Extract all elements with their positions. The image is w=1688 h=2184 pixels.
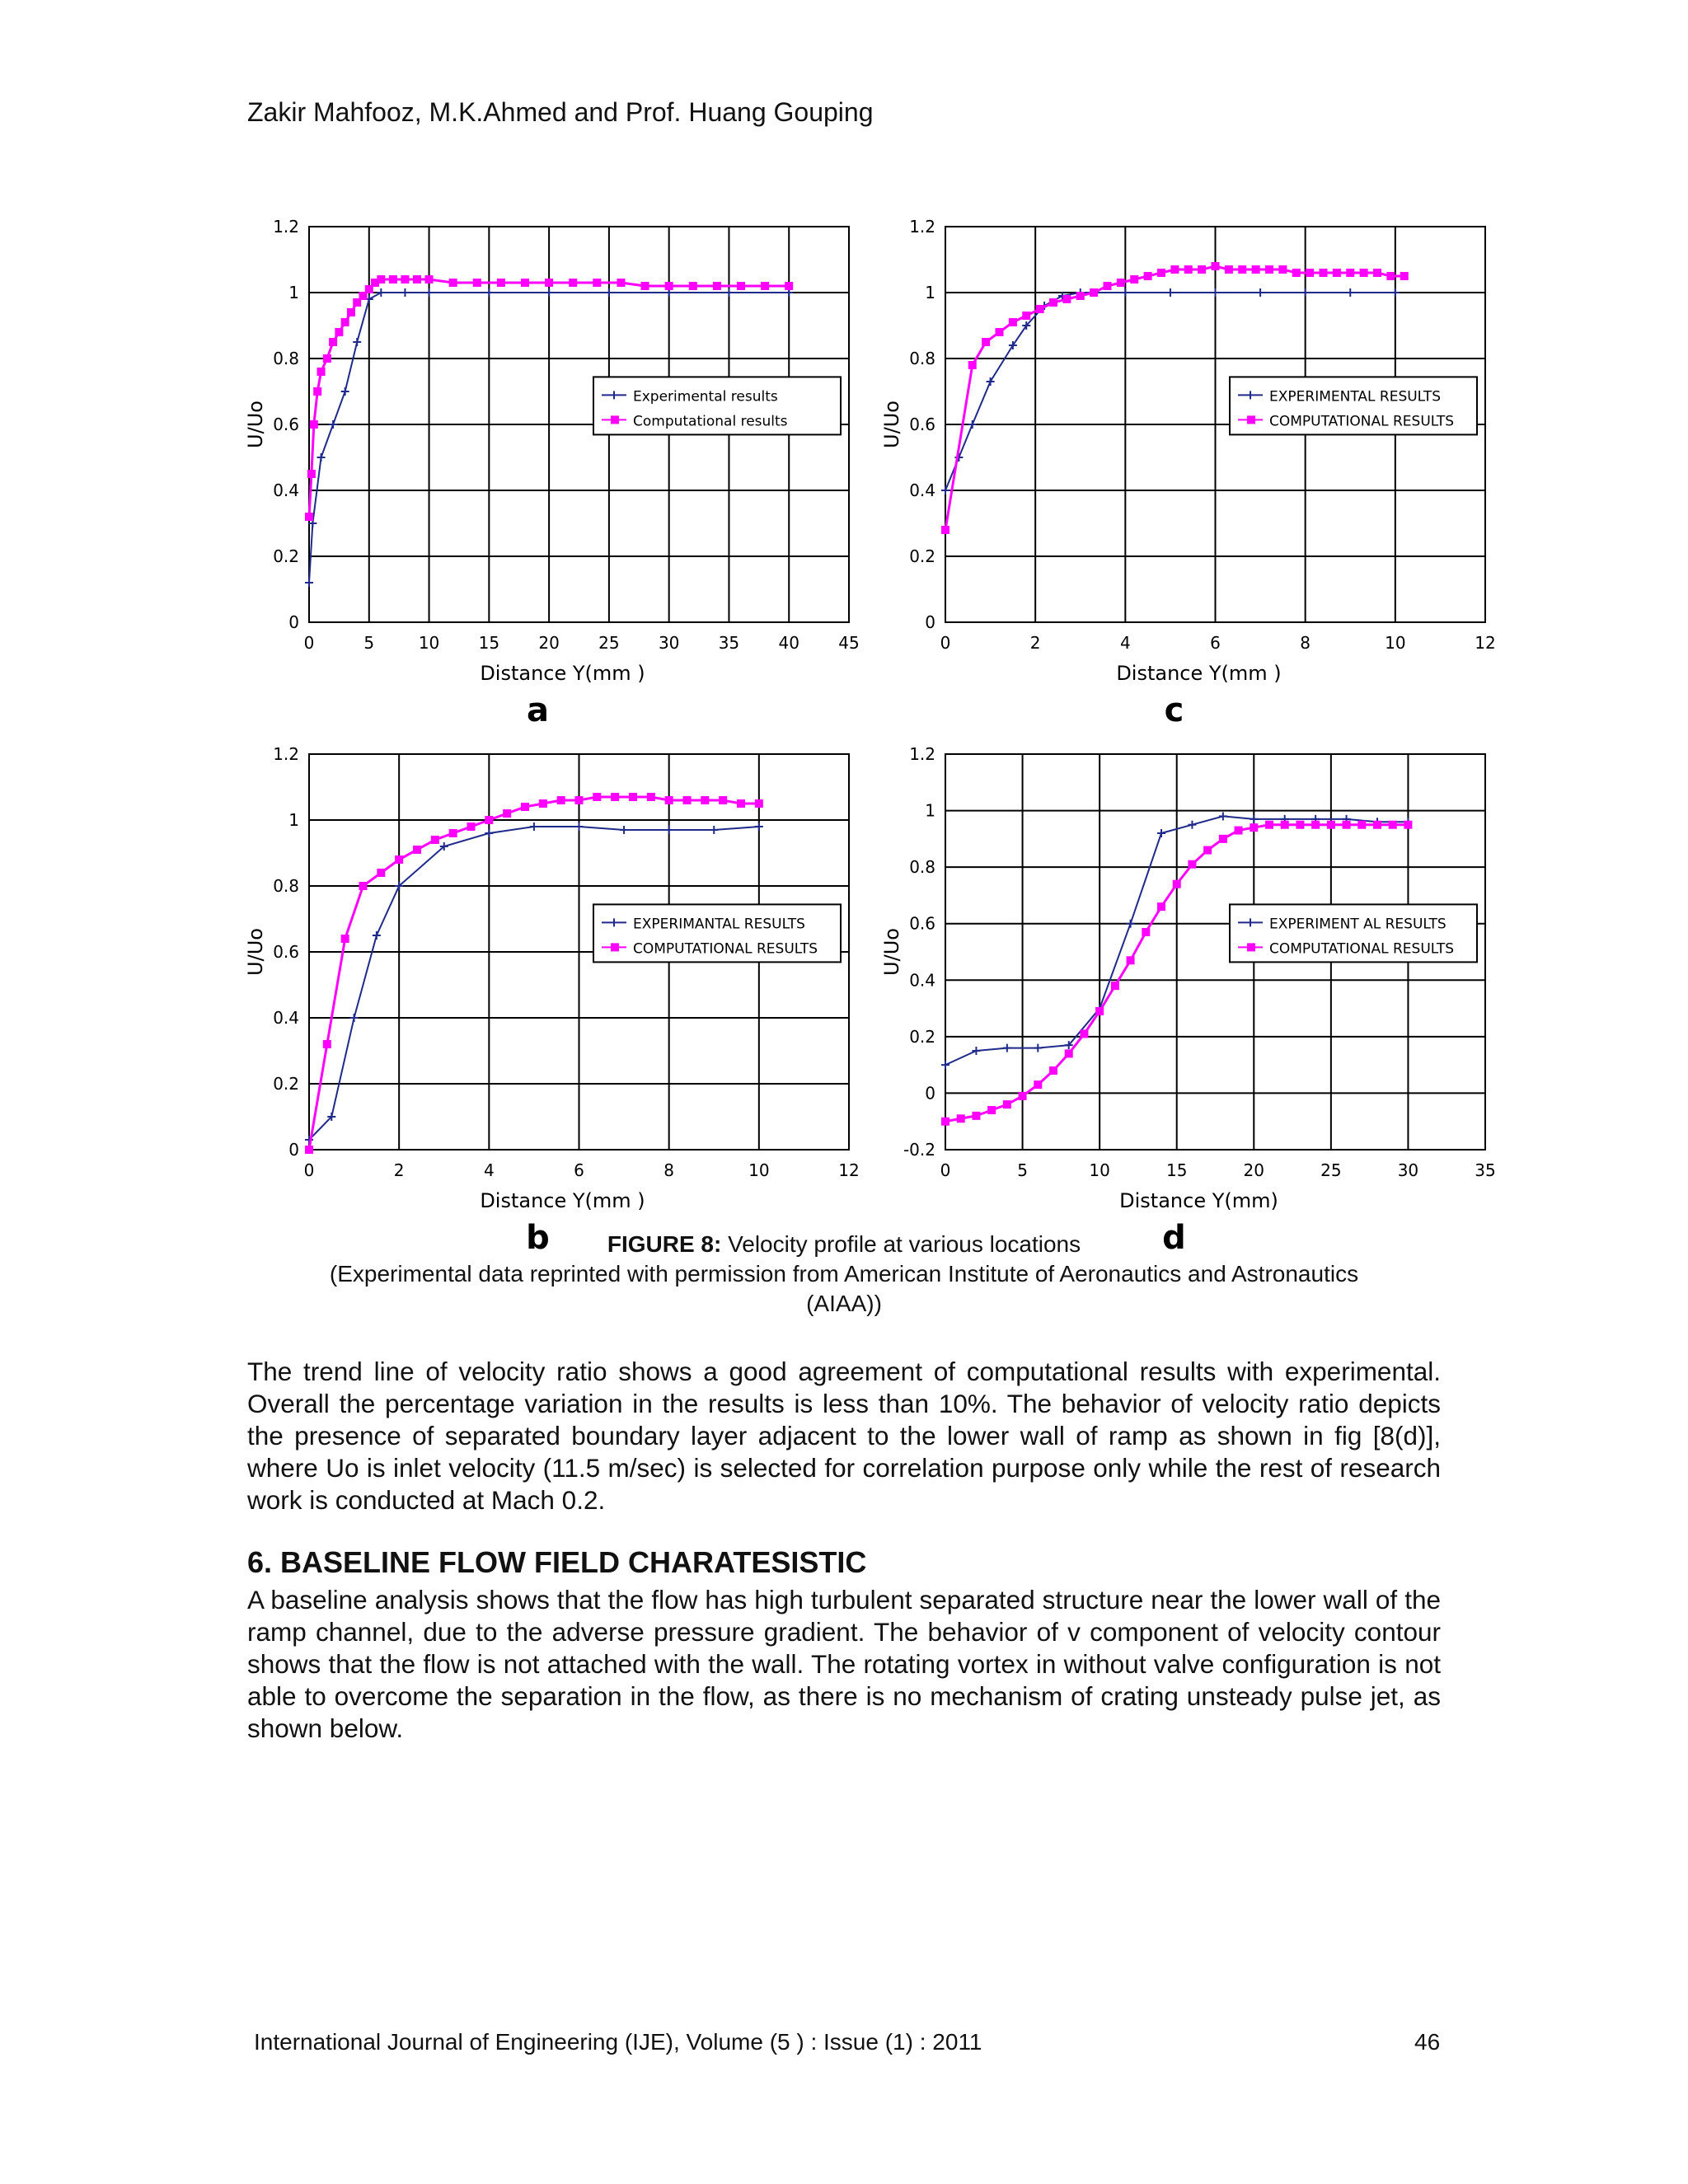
x-tick-label: 2 xyxy=(393,1160,405,1180)
data-point xyxy=(1386,272,1395,280)
y-tick-label: -0.2 xyxy=(903,1140,935,1160)
section-paragraph: A baseline analysis shows that the flow has high turbulent separated structure near the lower wall of the ramp channel, due to the adverse pressure gradient. The behavior of v component of velocity contour shows that the flow is not attached with the wall. The rotating vortex in without valve configuration is not able to overcome the separation in the flow, as there is no mechanism of crating unsteady pulse jet, as shown below. xyxy=(247,1585,1441,1743)
x-tick-label: 45 xyxy=(838,633,860,653)
data-point xyxy=(449,829,457,837)
x-tick-label: 2 xyxy=(1029,633,1041,653)
data-point xyxy=(1373,821,1381,829)
data-point xyxy=(1076,292,1085,300)
data-point xyxy=(545,279,553,287)
data-point xyxy=(341,318,349,326)
x-tick-label: 0 xyxy=(940,633,951,653)
y-tick-label: 0 xyxy=(288,612,299,632)
data-point xyxy=(689,282,697,290)
data-point xyxy=(413,846,421,854)
x-tick-label: 20 xyxy=(538,633,560,653)
data-point xyxy=(1144,272,1152,280)
data-point xyxy=(1389,821,1397,829)
legend-label: COMPUTATIONAL RESULTS xyxy=(1269,413,1455,430)
data-point xyxy=(665,282,673,290)
x-tick-label: 5 xyxy=(1017,1160,1028,1180)
x-tick-label: 6 xyxy=(1210,633,1221,653)
y-tick-label: 0.6 xyxy=(909,913,935,934)
x-tick-label: 4 xyxy=(483,1160,495,1180)
data-point xyxy=(785,282,793,290)
data-point xyxy=(1265,821,1273,829)
data-point xyxy=(1327,821,1335,829)
data-point xyxy=(665,796,673,804)
data-point xyxy=(1034,1080,1042,1089)
x-tick-label: 30 xyxy=(658,633,680,653)
caption-note-line1: (Experimental data reprinted with permission from American Institute of Aeronautics and Astronautics xyxy=(329,1261,1359,1286)
y-tick-label: 0.4 xyxy=(273,1008,299,1028)
y-tick-label: 0.8 xyxy=(273,349,299,368)
data-point xyxy=(641,282,649,290)
data-point xyxy=(1019,1092,1027,1100)
data-point xyxy=(1184,265,1193,274)
x-tick-label: 8 xyxy=(663,1160,675,1180)
section-heading: 6. BASELINE FLOW FIELD CHARATESISTIC xyxy=(247,1545,867,1579)
x-tick-label: 10 xyxy=(1089,1160,1110,1180)
data-point xyxy=(395,855,403,864)
legend xyxy=(1230,377,1477,434)
data-point xyxy=(1203,846,1212,855)
x-tick-label: 25 xyxy=(598,633,620,653)
panel-label: b xyxy=(526,1219,550,1257)
y-tick-label: 0.8 xyxy=(273,876,299,896)
data-point xyxy=(467,823,476,831)
legend-label: COMPUTATIONAL RESULTS xyxy=(1269,940,1455,958)
data-point xyxy=(1400,272,1409,280)
legend-marker xyxy=(1247,943,1255,951)
data-point xyxy=(323,1040,331,1048)
data-point xyxy=(593,793,601,801)
y-tick-label: 1 xyxy=(288,283,299,302)
data-point xyxy=(401,275,409,284)
data-point xyxy=(539,799,547,808)
x-tick-label: 0 xyxy=(303,1160,315,1180)
y-tick-label: 0.2 xyxy=(909,546,935,566)
panel-label: d xyxy=(1162,1219,1186,1257)
data-point xyxy=(647,793,655,801)
x-tick-label: 35 xyxy=(1475,1160,1496,1180)
data-point xyxy=(1009,318,1017,326)
panel-label: a xyxy=(527,691,549,729)
chart-a xyxy=(239,218,865,733)
legend-label: COMPUTATIONAL RESULTS xyxy=(633,940,818,958)
x-tick-label: 30 xyxy=(1397,1160,1419,1180)
data-point xyxy=(1111,982,1119,990)
data-point xyxy=(987,1106,996,1114)
data-point xyxy=(310,420,318,429)
data-point xyxy=(1346,269,1354,277)
data-point xyxy=(1250,823,1258,832)
x-axis-label: Distance Y(mm ) xyxy=(480,662,645,685)
data-point xyxy=(1212,262,1220,270)
y-axis-label: U/Uo xyxy=(880,928,903,976)
y-axis-label: U/Uo xyxy=(880,401,903,448)
data-point xyxy=(1360,269,1368,277)
legend-label: Computational results xyxy=(633,413,788,430)
legend xyxy=(593,377,841,434)
data-point xyxy=(557,796,565,804)
x-tick-label: 8 xyxy=(1300,633,1311,653)
data-point xyxy=(347,308,355,316)
y-tick-label: 1 xyxy=(925,283,935,302)
paragraph-1: The trend line of velocity ratio shows a good agreement of computational results with experimental. Overall the percentage variation in the results is less than 10%. The behavior of velocity ratio depicts the presence of separated boundary layer adjacent to the lower wall of ramp as shown in fig [8(d)], where Uo is inlet velocity (11.5 m/sec) is selected for correlation purpose only while the rest of research work is conducted at Mach 0.2. xyxy=(247,1357,1441,1515)
legend-marker xyxy=(611,943,619,951)
legend-marker xyxy=(1247,415,1255,424)
data-point xyxy=(485,816,493,824)
data-point xyxy=(701,796,709,804)
data-point xyxy=(521,803,529,811)
x-tick-label: 15 xyxy=(478,633,500,653)
data-point xyxy=(1252,265,1260,274)
x-tick-label: 0 xyxy=(303,633,315,653)
data-point xyxy=(1065,1049,1073,1057)
data-point xyxy=(341,935,349,943)
data-point xyxy=(389,275,397,284)
chart-b xyxy=(239,746,865,1261)
x-tick-label: 0 xyxy=(940,1160,951,1180)
page-number: 46 xyxy=(1414,2029,1441,2055)
data-point xyxy=(719,796,727,804)
y-tick-label: 1 xyxy=(925,800,935,821)
data-point xyxy=(1281,821,1289,829)
y-tick-label: 0.2 xyxy=(273,1074,299,1094)
data-point xyxy=(1357,821,1366,829)
y-tick-label: 0.8 xyxy=(909,349,935,368)
x-tick-label: 25 xyxy=(1320,1160,1342,1180)
data-point xyxy=(737,282,745,290)
chart-svg-a xyxy=(239,218,865,729)
x-tick-label: 40 xyxy=(778,633,799,653)
data-point xyxy=(377,869,385,877)
data-point xyxy=(941,526,950,534)
y-axis-label: U/Uo xyxy=(244,928,267,976)
data-point xyxy=(1127,956,1135,964)
data-point xyxy=(968,361,977,369)
data-point xyxy=(761,282,769,290)
y-tick-label: 0.4 xyxy=(909,480,935,500)
data-point xyxy=(737,799,745,808)
data-point xyxy=(1235,827,1243,835)
data-point xyxy=(1173,880,1181,888)
data-point xyxy=(1049,1066,1057,1075)
x-tick-label: 12 xyxy=(838,1160,860,1180)
data-point xyxy=(307,470,316,478)
data-point xyxy=(1003,1100,1011,1108)
y-tick-label: 0.2 xyxy=(273,546,299,566)
x-tick-label: 35 xyxy=(718,633,740,653)
data-point xyxy=(1036,305,1044,313)
data-point xyxy=(413,275,421,284)
y-tick-label: 0 xyxy=(925,1083,935,1104)
footer-journal: International Journal of Engineering (IJE), Volume (5 ) : Issue (1) : 2011 xyxy=(254,2029,982,2055)
y-tick-label: 0.8 xyxy=(909,857,935,878)
data-point xyxy=(1333,269,1341,277)
data-point xyxy=(1104,282,1112,290)
y-tick-label: 0.6 xyxy=(273,942,299,962)
data-point xyxy=(431,836,439,844)
chart-svg-b xyxy=(239,746,865,1257)
data-point xyxy=(473,279,481,287)
y-tick-label: 1.2 xyxy=(909,217,935,237)
data-point xyxy=(359,882,368,890)
chart-svg-c xyxy=(875,218,1502,729)
chart-d xyxy=(875,746,1502,1261)
data-point xyxy=(569,279,577,287)
data-point xyxy=(313,387,321,396)
data-point xyxy=(1157,269,1165,277)
y-tick-label: 0.6 xyxy=(909,415,935,434)
data-point xyxy=(617,279,625,287)
legend-label: EXPERIMENTAL RESULTS xyxy=(1269,388,1441,405)
x-tick-label: 12 xyxy=(1475,633,1496,653)
y-tick-label: 0.4 xyxy=(273,480,299,500)
y-axis-label: U/Uo xyxy=(244,401,267,448)
data-point xyxy=(377,275,385,284)
y-tick-label: 1.2 xyxy=(273,217,299,237)
legend xyxy=(1230,904,1477,962)
data-point xyxy=(1080,1029,1088,1038)
data-point xyxy=(323,354,331,363)
data-point xyxy=(1343,821,1351,829)
legend xyxy=(593,904,841,962)
data-point xyxy=(1219,835,1227,843)
data-point xyxy=(1022,312,1030,320)
y-tick-label: 0 xyxy=(288,1140,299,1160)
data-point xyxy=(1062,295,1071,303)
x-tick-label: 15 xyxy=(1165,1160,1188,1180)
data-point xyxy=(1306,269,1314,277)
data-point xyxy=(972,1112,980,1120)
x-tick-label: 4 xyxy=(1119,633,1131,653)
x-tick-label: 20 xyxy=(1243,1160,1265,1180)
x-axis-label: Distance Y(mm ) xyxy=(1116,662,1282,685)
data-point xyxy=(1198,265,1206,274)
legend-label: EXPERIMANTAL RESULTS xyxy=(633,916,805,933)
x-tick-label: 10 xyxy=(748,1160,770,1180)
data-point xyxy=(1225,265,1233,274)
y-tick-label: 0 xyxy=(925,612,935,632)
x-tick-label: 6 xyxy=(574,1160,584,1180)
data-point xyxy=(317,368,326,376)
chart-svg-d xyxy=(875,746,1502,1257)
data-point xyxy=(1320,269,1328,277)
data-point xyxy=(1142,928,1150,936)
running-header: Zakir Mahfooz, M.K.Ahmed and Prof. Huang Gouping xyxy=(247,97,874,127)
data-point xyxy=(335,328,343,336)
caption-label: FIGURE 8: xyxy=(607,1231,722,1257)
caption-text: Velocity profile at various locations xyxy=(721,1231,1081,1257)
data-point xyxy=(521,279,529,287)
data-point xyxy=(1238,265,1246,274)
panel-label: c xyxy=(1164,691,1184,729)
figure-caption xyxy=(247,1230,1441,1319)
data-point xyxy=(1292,269,1301,277)
data-point xyxy=(1296,821,1304,829)
data-point xyxy=(1311,821,1320,829)
data-point xyxy=(1095,1007,1104,1015)
data-point xyxy=(503,809,511,818)
data-point xyxy=(629,793,637,801)
data-point xyxy=(329,338,337,346)
data-point xyxy=(957,1114,965,1122)
data-point xyxy=(1157,902,1165,911)
data-point xyxy=(449,279,457,287)
data-point xyxy=(1090,288,1098,297)
y-tick-label: 1.2 xyxy=(273,744,299,764)
legend-label: EXPERIMENT AL RESULTS xyxy=(1269,916,1447,933)
x-axis-label: Distance Y(mm ) xyxy=(480,1189,645,1212)
y-tick-label: 1 xyxy=(288,810,299,830)
data-point xyxy=(683,796,692,804)
data-point xyxy=(941,1118,950,1126)
data-point xyxy=(1404,821,1412,829)
data-point xyxy=(305,1146,313,1154)
data-point xyxy=(305,513,313,521)
x-tick-label: 5 xyxy=(363,633,375,653)
data-point xyxy=(575,796,584,804)
data-point xyxy=(425,275,434,284)
y-tick-label: 0.2 xyxy=(909,1026,935,1047)
data-point xyxy=(713,282,721,290)
data-point xyxy=(611,793,619,801)
data-point xyxy=(1049,298,1057,307)
data-point xyxy=(1278,265,1287,274)
data-point xyxy=(1373,269,1381,277)
y-tick-label: 0.6 xyxy=(273,415,299,434)
data-point xyxy=(1188,860,1196,869)
legend-label: Experimental results xyxy=(633,388,778,405)
data-point xyxy=(996,328,1004,336)
legend-marker xyxy=(611,415,619,424)
data-point xyxy=(497,279,505,287)
x-axis-label: Distance Y(mm) xyxy=(1119,1189,1278,1212)
data-point xyxy=(982,338,990,346)
x-tick-label: 10 xyxy=(418,633,440,653)
data-point xyxy=(1265,265,1273,274)
caption-note-line2: (AIAA)) xyxy=(806,1291,882,1316)
y-tick-label: 1.2 xyxy=(909,744,935,764)
data-point xyxy=(593,279,601,287)
x-tick-label: 10 xyxy=(1385,633,1406,653)
data-point xyxy=(1130,275,1138,284)
data-point xyxy=(1170,265,1179,274)
data-point xyxy=(755,799,763,808)
data-point xyxy=(1117,279,1125,287)
chart-c xyxy=(875,218,1502,733)
y-tick-label: 0.4 xyxy=(909,970,935,991)
